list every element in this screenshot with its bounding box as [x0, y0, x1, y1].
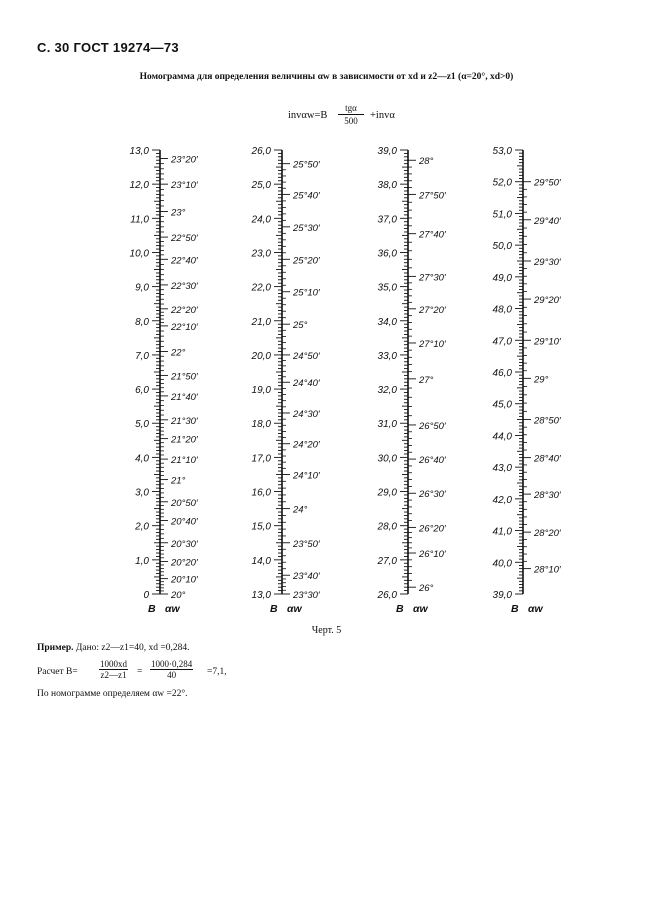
b-tick-label: 47,0: [492, 336, 512, 348]
alpha-tick-label: 20°: [171, 590, 186, 601]
alpha-tick-label: 24°: [293, 504, 308, 516]
b-tick-label: 33,0: [377, 350, 397, 362]
b-tick-label: 19,0: [251, 385, 271, 397]
alpha-tick-label: 23°50′: [293, 538, 320, 550]
alpha-tick-label: 21°30′: [171, 415, 198, 427]
b-tick-label: 17,0: [251, 453, 271, 465]
alpha-tick-label: 25°40′: [293, 190, 320, 202]
b-tick-label: 4,0: [135, 453, 149, 465]
alpha-tick-label: 20°10′: [171, 574, 198, 586]
calc-fraction-1: [99, 659, 128, 680]
alpha-tick-label: 26°30′: [419, 489, 446, 501]
calc-fraction-2-den: 40: [167, 670, 177, 680]
b-axis-label: B: [270, 603, 278, 615]
alpha-tick-label: 29°20′: [534, 295, 561, 307]
alpha-tick-label: 21°20′: [171, 434, 198, 446]
alpha-tick-label: 22°10′: [171, 321, 198, 333]
b-tick-label: 30,0: [377, 453, 397, 465]
b-tick-label: 51,0: [492, 209, 512, 221]
alpha-tick-label: 27°20′: [419, 304, 446, 316]
example-label: Пример.: [37, 643, 74, 653]
calc-fraction-2-num: 1000·0,284: [151, 659, 193, 669]
calc-label: Расчет B=: [37, 667, 78, 677]
alpha-tick-label: 25°20′: [293, 255, 320, 267]
alpha-tick-label: 22°50′: [171, 233, 198, 245]
b-tick-label: 9,0: [135, 282, 149, 294]
alpha-tick-label: 29°40′: [534, 215, 561, 227]
b-tick-label: 3,0: [135, 487, 149, 499]
b-tick-label: 12,0: [129, 180, 149, 192]
calc-result: =7,1,: [207, 667, 227, 677]
alpha-tick-label: 28°: [419, 156, 434, 168]
formula-lhs: invαw=B: [288, 110, 328, 121]
b-tick-label: 29,0: [377, 487, 397, 499]
alpha-tick-label: 25°50′: [293, 159, 320, 171]
alpha-tick-label: 23°20′: [171, 154, 198, 166]
b-tick-label: 40,0: [492, 558, 512, 570]
b-tick-label: 44,0: [492, 431, 512, 443]
alpha-tick-label: 29°50′: [534, 177, 561, 189]
b-tick-label: 27,0: [377, 555, 397, 567]
b-tick-label: 28,0: [377, 521, 397, 533]
alpha-tick-label: 24°50′: [293, 350, 320, 362]
alpha-tick-label: 26°50′: [419, 420, 446, 432]
b-tick-label: 23,0: [251, 248, 271, 260]
b-tick-label: 18,0: [251, 419, 271, 431]
b-tick-label: 43,0: [492, 463, 512, 475]
alpha-tick-label: 26°40′: [419, 455, 446, 467]
alpha-tick-label: 27°50′: [419, 190, 446, 202]
alpha-tick-label: 22°: [171, 347, 186, 359]
b-tick-label: 46,0: [492, 368, 512, 379]
alpha-tick-label: 26°: [419, 583, 434, 595]
alpha-tick-label: 28°20′: [534, 528, 561, 540]
b-tick-label: 5,0: [135, 419, 149, 431]
b-tick-label: 52,0: [492, 177, 512, 189]
alpha-tick-label: 21°: [171, 475, 186, 487]
b-tick-label: 14,0: [251, 555, 271, 567]
alpha-tick-label: 25°30′: [293, 222, 320, 234]
b-axis-label: B: [511, 603, 519, 615]
alpha-tick-label: 27°10′: [419, 338, 446, 350]
b-tick-label: 0: [143, 590, 149, 601]
b-tick-label: 8,0: [135, 316, 149, 328]
alpha-tick-label: 24°10′: [293, 470, 320, 482]
b-tick-label: 13,0: [129, 146, 149, 157]
b-tick-label: 31,0: [377, 419, 397, 431]
b-tick-label: 20,0: [251, 350, 271, 362]
alpha-tick-label: 24°20′: [293, 439, 320, 451]
b-tick-label: 39,0: [492, 590, 512, 601]
example-given: [37, 643, 189, 653]
b-tick-label: 34,0: [377, 316, 397, 328]
figure-caption: Черт. 5: [311, 625, 342, 636]
calc-fraction-1-den: z2—z1: [100, 670, 127, 680]
alpha-tick-label: 20°30′: [171, 538, 198, 550]
b-tick-label: 38,0: [377, 180, 397, 192]
alpha-tick-label: 29°30′: [534, 257, 561, 268]
alpha-tick-label: 22°20′: [171, 304, 198, 316]
calc-equals: =: [137, 667, 143, 677]
b-tick-label: 48,0: [492, 304, 512, 316]
alpha-axis-label: αw: [165, 603, 180, 615]
formula-denominator: 500: [344, 116, 358, 126]
b-tick-label: 16,0: [251, 487, 271, 499]
alpha-tick-label: 29°: [534, 374, 549, 386]
alpha-tick-label: 28°30′: [534, 490, 561, 502]
b-tick-label: 35,0: [377, 282, 397, 294]
b-tick-label: 42,0: [492, 494, 512, 506]
alpha-axis-label: αw: [528, 603, 543, 615]
alpha-tick-label: 24°40′: [293, 378, 320, 390]
alpha-tick-label: 25°10′: [293, 287, 320, 299]
b-tick-label: 2,0: [135, 521, 149, 533]
alpha-tick-label: 28°10′: [534, 564, 561, 576]
b-tick-label: 53,0: [492, 146, 512, 157]
alpha-tick-label: 24°30′: [293, 408, 320, 420]
b-tick-label: 49,0: [492, 272, 512, 284]
alpha-tick-label: 25°: [293, 320, 308, 332]
alpha-tick-label: 27°: [419, 374, 434, 386]
b-tick-label: 10,0: [129, 248, 149, 260]
b-axis-label: B: [148, 603, 156, 615]
b-tick-label: 25,0: [251, 180, 271, 192]
example-given-text: Дано: z2—z1=40, xd =0,284.: [75, 643, 190, 653]
alpha-tick-label: 23°10′: [171, 180, 198, 192]
b-tick-label: 11,0: [130, 214, 149, 226]
alpha-tick-label: 23°30′: [293, 590, 320, 601]
b-tick-label: 22,0: [251, 282, 271, 294]
formula-numerator: tgα: [338, 103, 364, 115]
b-tick-label: 45,0: [492, 399, 512, 411]
b-tick-label: 36,0: [377, 248, 397, 260]
b-tick-label: 1,0: [135, 555, 149, 567]
b-tick-label: 15,0: [251, 521, 271, 533]
b-tick-label: 50,0: [492, 241, 512, 253]
alpha-tick-label: 21°10′: [171, 455, 198, 467]
alpha-tick-label: 26°10′: [419, 549, 446, 561]
b-tick-label: 37,0: [377, 214, 397, 226]
alpha-tick-label: 23°40′: [293, 571, 320, 583]
b-tick-label: 41,0: [492, 526, 512, 538]
alpha-tick-label: 22°30′: [171, 280, 198, 292]
b-tick-label: 26,0: [377, 590, 397, 601]
alpha-tick-label: 28°40′: [534, 453, 561, 465]
alpha-tick-label: 27°40′: [419, 229, 446, 241]
calc-fraction-1-num: 1000xd: [100, 659, 127, 669]
nomogram-title: Номограмма для определения величины αw в зависимости от xd и z2—z1 (α=20°, xd>0): [139, 72, 514, 82]
b-tick-label: 21,0: [251, 316, 271, 328]
formula-rhs: +invα: [370, 110, 395, 121]
page-header: С. 30 ГОСТ 19274—73: [37, 40, 179, 55]
b-tick-label: 6,0: [135, 385, 149, 397]
alpha-tick-label: 21°50′: [171, 371, 198, 383]
alpha-axis-label: αw: [287, 603, 302, 615]
b-tick-label: 13,0: [251, 590, 271, 601]
alpha-tick-label: 26°20′: [419, 523, 446, 535]
calc-fraction-2: [150, 659, 193, 680]
b-tick-label: 39,0: [377, 146, 397, 157]
alpha-tick-label: 29°10′: [534, 336, 561, 348]
b-tick-label: 24,0: [251, 214, 271, 226]
alpha-tick-label: 21°40′: [171, 391, 198, 403]
b-axis-label: B: [396, 603, 404, 615]
b-tick-label: 32,0: [377, 385, 397, 397]
alpha-tick-label: 20°20′: [171, 557, 198, 569]
alpha-tick-label: 27°30′: [419, 272, 446, 284]
alpha-tick-label: 22°40′: [171, 255, 198, 267]
b-tick-label: 26,0: [251, 146, 271, 157]
example-conclusion: По номограмме определяем αw =22°.: [37, 689, 188, 699]
alpha-tick-label: 20°50′: [171, 497, 198, 509]
alpha-tick-label: 23°: [171, 207, 186, 219]
alpha-tick-label: 28°50′: [534, 415, 561, 427]
b-tick-label: 7,0: [135, 350, 149, 362]
alpha-tick-label: 20°40′: [171, 516, 198, 528]
alpha-axis-label: αw: [413, 603, 428, 615]
